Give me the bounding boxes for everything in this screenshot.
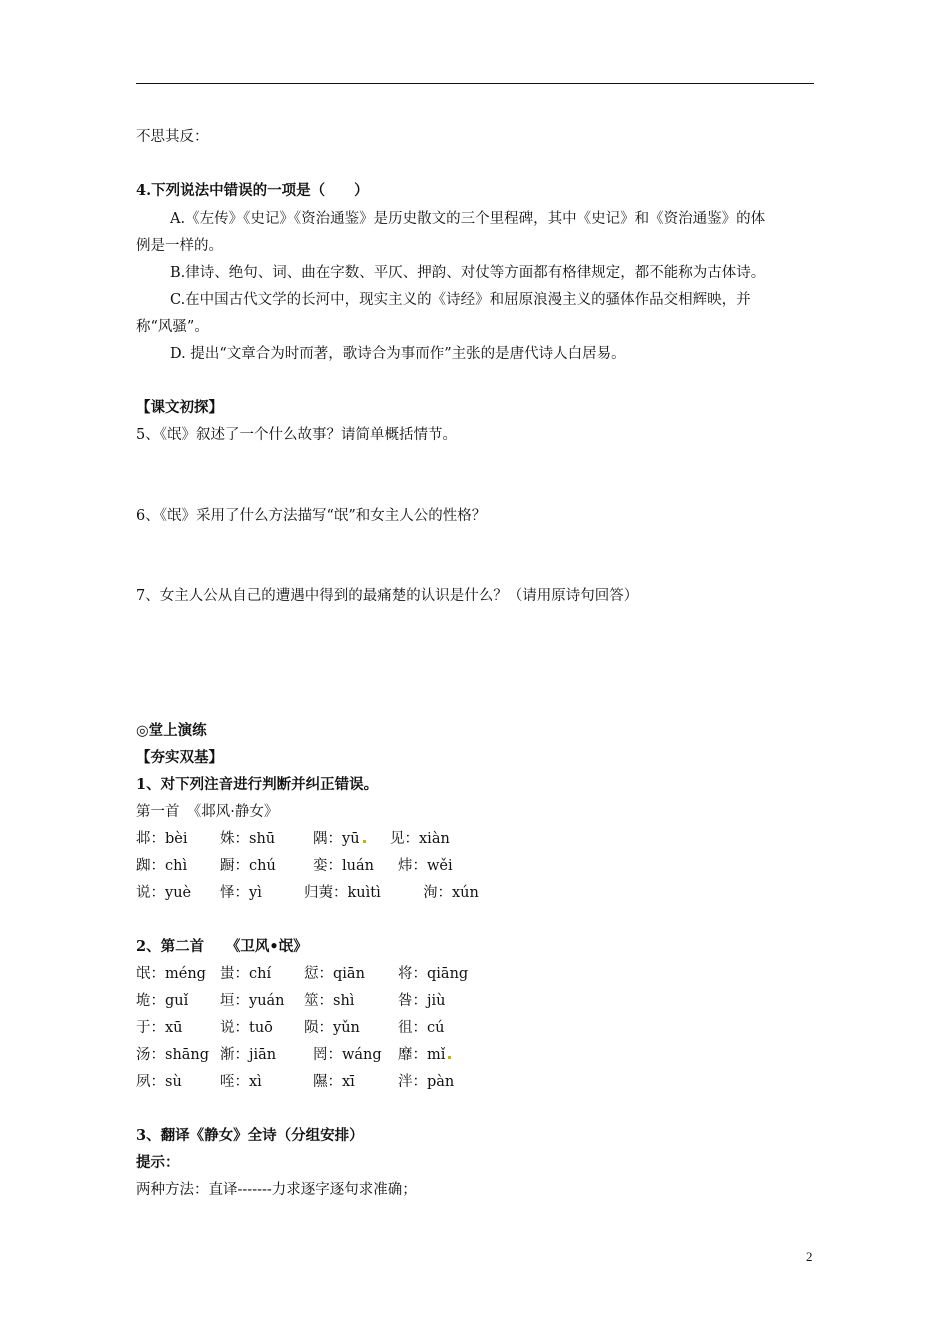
pinyin-item: 隅：yū xyxy=(313,830,366,848)
option-b: B.律诗、绝句、词、曲在字数、平仄、押韵、对仗等方面都有格律规定，都不能称为古体诗。 xyxy=(170,265,766,281)
option-a-line1: A.《左传》《史记》《资治通鉴》是历史散文的三个里程碑，其中《史记》和《资治通鉴》的体 xyxy=(170,211,766,227)
pinyin-item: 洵：xún xyxy=(423,885,479,901)
pinyin-item: 姝：shū xyxy=(220,831,276,847)
section-heading-kewen: 【课文初探】 xyxy=(136,399,223,416)
highlight-dot xyxy=(448,1056,451,1059)
pinyin-item: 靡：mǐ xyxy=(398,1046,451,1064)
section-heading-practice: ◎堂上演练 xyxy=(136,722,207,739)
pinyin-item: 徂：cú xyxy=(398,1020,445,1036)
question-6: 6、《氓》采用了什么方法描写“氓”和女主人公的性格？ xyxy=(136,508,487,524)
pinyin-item: 娈：luán xyxy=(313,858,374,874)
pinyin-item: 泮：pàn xyxy=(398,1074,455,1090)
pinyin-item: 邶：bèi xyxy=(136,831,188,847)
pinyin-item: 垣：yuán xyxy=(220,993,285,1009)
option-c-line2: 称“风骚”。 xyxy=(136,319,209,335)
question-7: 7、女主人公从自己的遭遇中得到的最痛楚的认识是什么？（请用原诗句回答） xyxy=(136,588,639,604)
pinyin-item: 氓：méng xyxy=(136,966,206,982)
pinyin-item: 渐：jiān xyxy=(220,1047,277,1063)
pinyin-item: 夙：sù xyxy=(136,1074,182,1090)
question-2: 2、第二首 《卫风•氓》 xyxy=(136,938,308,955)
pinyin-item: 见：xiàn xyxy=(390,831,450,847)
pinyin-item: 隰：xī xyxy=(313,1074,355,1090)
highlight-dot xyxy=(363,840,366,843)
pinyin-item: 炜：wěi xyxy=(398,858,453,874)
poem1-title: 第一首 《邶风·静女》 xyxy=(136,804,279,820)
header-rule xyxy=(136,83,814,84)
pinyin-item: 愆：qiān xyxy=(304,966,365,982)
pinyin-item: 将：qiāng xyxy=(398,966,469,982)
page-number: 2 xyxy=(806,1249,813,1264)
pinyin-item: 陨：yǔn xyxy=(304,1020,360,1036)
pinyin-item: 蹰：chú xyxy=(220,858,276,874)
question-3: 3、翻译《静女》全诗（分组安排） xyxy=(136,1127,364,1144)
tip-label: 提示： xyxy=(136,1154,180,1171)
option-d: D. 提出“文章合为时而著，歌诗合为事而作”主张的是唐代诗人白居易。 xyxy=(170,346,626,362)
pinyin-item: 归荑：kuìtì xyxy=(304,885,381,901)
tip-text: 两种方法：直译-------力求逐字逐句求准确； xyxy=(136,1182,417,1198)
pinyin-item: 汤：shāng xyxy=(136,1047,210,1063)
option-a-line2: 例是一样的。 xyxy=(136,238,223,254)
continued-text: 不思其反： xyxy=(136,129,209,145)
question-4: 4.下列说法中错误的一项是（ ） xyxy=(136,182,369,199)
pinyin-item: 怿：yì xyxy=(220,885,262,901)
pinyin-item: 罔：wáng xyxy=(313,1047,382,1063)
pinyin-item: 说：tuō xyxy=(220,1020,273,1036)
pinyin-item: 咎：jiù xyxy=(398,993,446,1009)
pinyin-item: 于：xū xyxy=(136,1020,183,1036)
pinyin-item: 踟：chì xyxy=(136,858,188,874)
pinyin-item: 说：yuè xyxy=(136,885,192,901)
subheading-basics: 【夯实双基】 xyxy=(136,749,223,766)
option-c-line1: C.在中国古代文学的长河中，现实主义的《诗经》和屈原浪漫主义的骚体作品交相辉映，并 xyxy=(170,292,751,308)
pinyin-item: 筮：shì xyxy=(304,993,355,1009)
question-1: 1、对下列注音进行判断并纠正错误。 xyxy=(136,776,379,793)
pinyin-item: 蚩：chí xyxy=(220,966,272,982)
pinyin-item: 垝：guǐ xyxy=(136,993,189,1009)
question-5: 5、《氓》叙述了一个什么故事？请简单概括情节。 xyxy=(136,427,457,443)
pinyin-item: 咥：xì xyxy=(220,1074,262,1090)
